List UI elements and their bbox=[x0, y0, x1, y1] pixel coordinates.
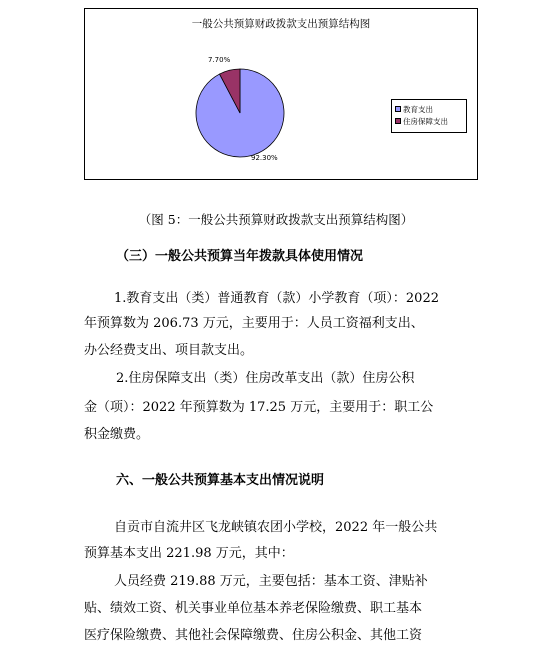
paragraph-education-line2: 年预算数为 206.73 万元，主要用于：人员工资福利支出、 bbox=[84, 316, 424, 331]
paragraph-basic-line1: 自贡市自流井区飞龙峡镇农团小学校，2022 年一般公共 bbox=[114, 520, 438, 535]
paragraph-personnel-line3: 医疗保险缴费、其他社会保障缴费、住房公积金、其他工资 bbox=[84, 628, 423, 643]
paragraph-personnel-line2: 贴、绩效工资、机关事业单位基本养老保险缴费、职工基本 bbox=[84, 601, 423, 616]
section-heading-3: （三）一般公共预算当年拨款具体使用情况 bbox=[116, 249, 364, 264]
slice-label-education: 92.30% bbox=[251, 154, 278, 162]
legend-label-education: 教育支出 bbox=[403, 104, 433, 114]
paragraph-personnel-line1: 人员经费 219.88 万元，主要包括：基本工资、津贴补 bbox=[114, 574, 428, 589]
legend-item-education bbox=[395, 103, 464, 115]
legend-swatch-housing bbox=[395, 118, 401, 124]
pie-chart-frame bbox=[84, 8, 478, 180]
paragraph-basic-line2: 预算基本支出 221.98 万元，其中： bbox=[84, 546, 294, 561]
paragraph-housing-line2: 金（项）：2022 年预算数为 17.25 万元，主要用于：职工公 bbox=[84, 400, 434, 415]
pie-chart bbox=[85, 9, 477, 179]
paragraph-housing-line3: 积金缴费。 bbox=[84, 427, 150, 442]
paragraph-housing-line1: 2.住房保障支出（类）住房改革支出（款）住房公积 bbox=[116, 371, 415, 386]
paragraph-education-line1: 1.教育支出（类）普通教育（款）小学教育（项）：2022 bbox=[114, 291, 439, 306]
figure-caption: （图 5：一般公共预算财政拨款支出预算结构图） bbox=[138, 212, 414, 227]
section-heading-6: 六、一般公共预算基本支出情况说明 bbox=[116, 473, 325, 488]
paragraph-education-line3: 办公经费支出、项目款支出。 bbox=[84, 343, 254, 358]
legend-label-housing: 住房保障支出 bbox=[403, 116, 448, 126]
legend-item-housing bbox=[395, 115, 464, 127]
slice-label-housing: 7.70% bbox=[208, 56, 231, 64]
legend-swatch-education bbox=[395, 106, 401, 112]
chart-title: 一般公共预算财政拨款支出预算结构图 bbox=[191, 18, 371, 30]
chart-legend bbox=[391, 99, 467, 133]
